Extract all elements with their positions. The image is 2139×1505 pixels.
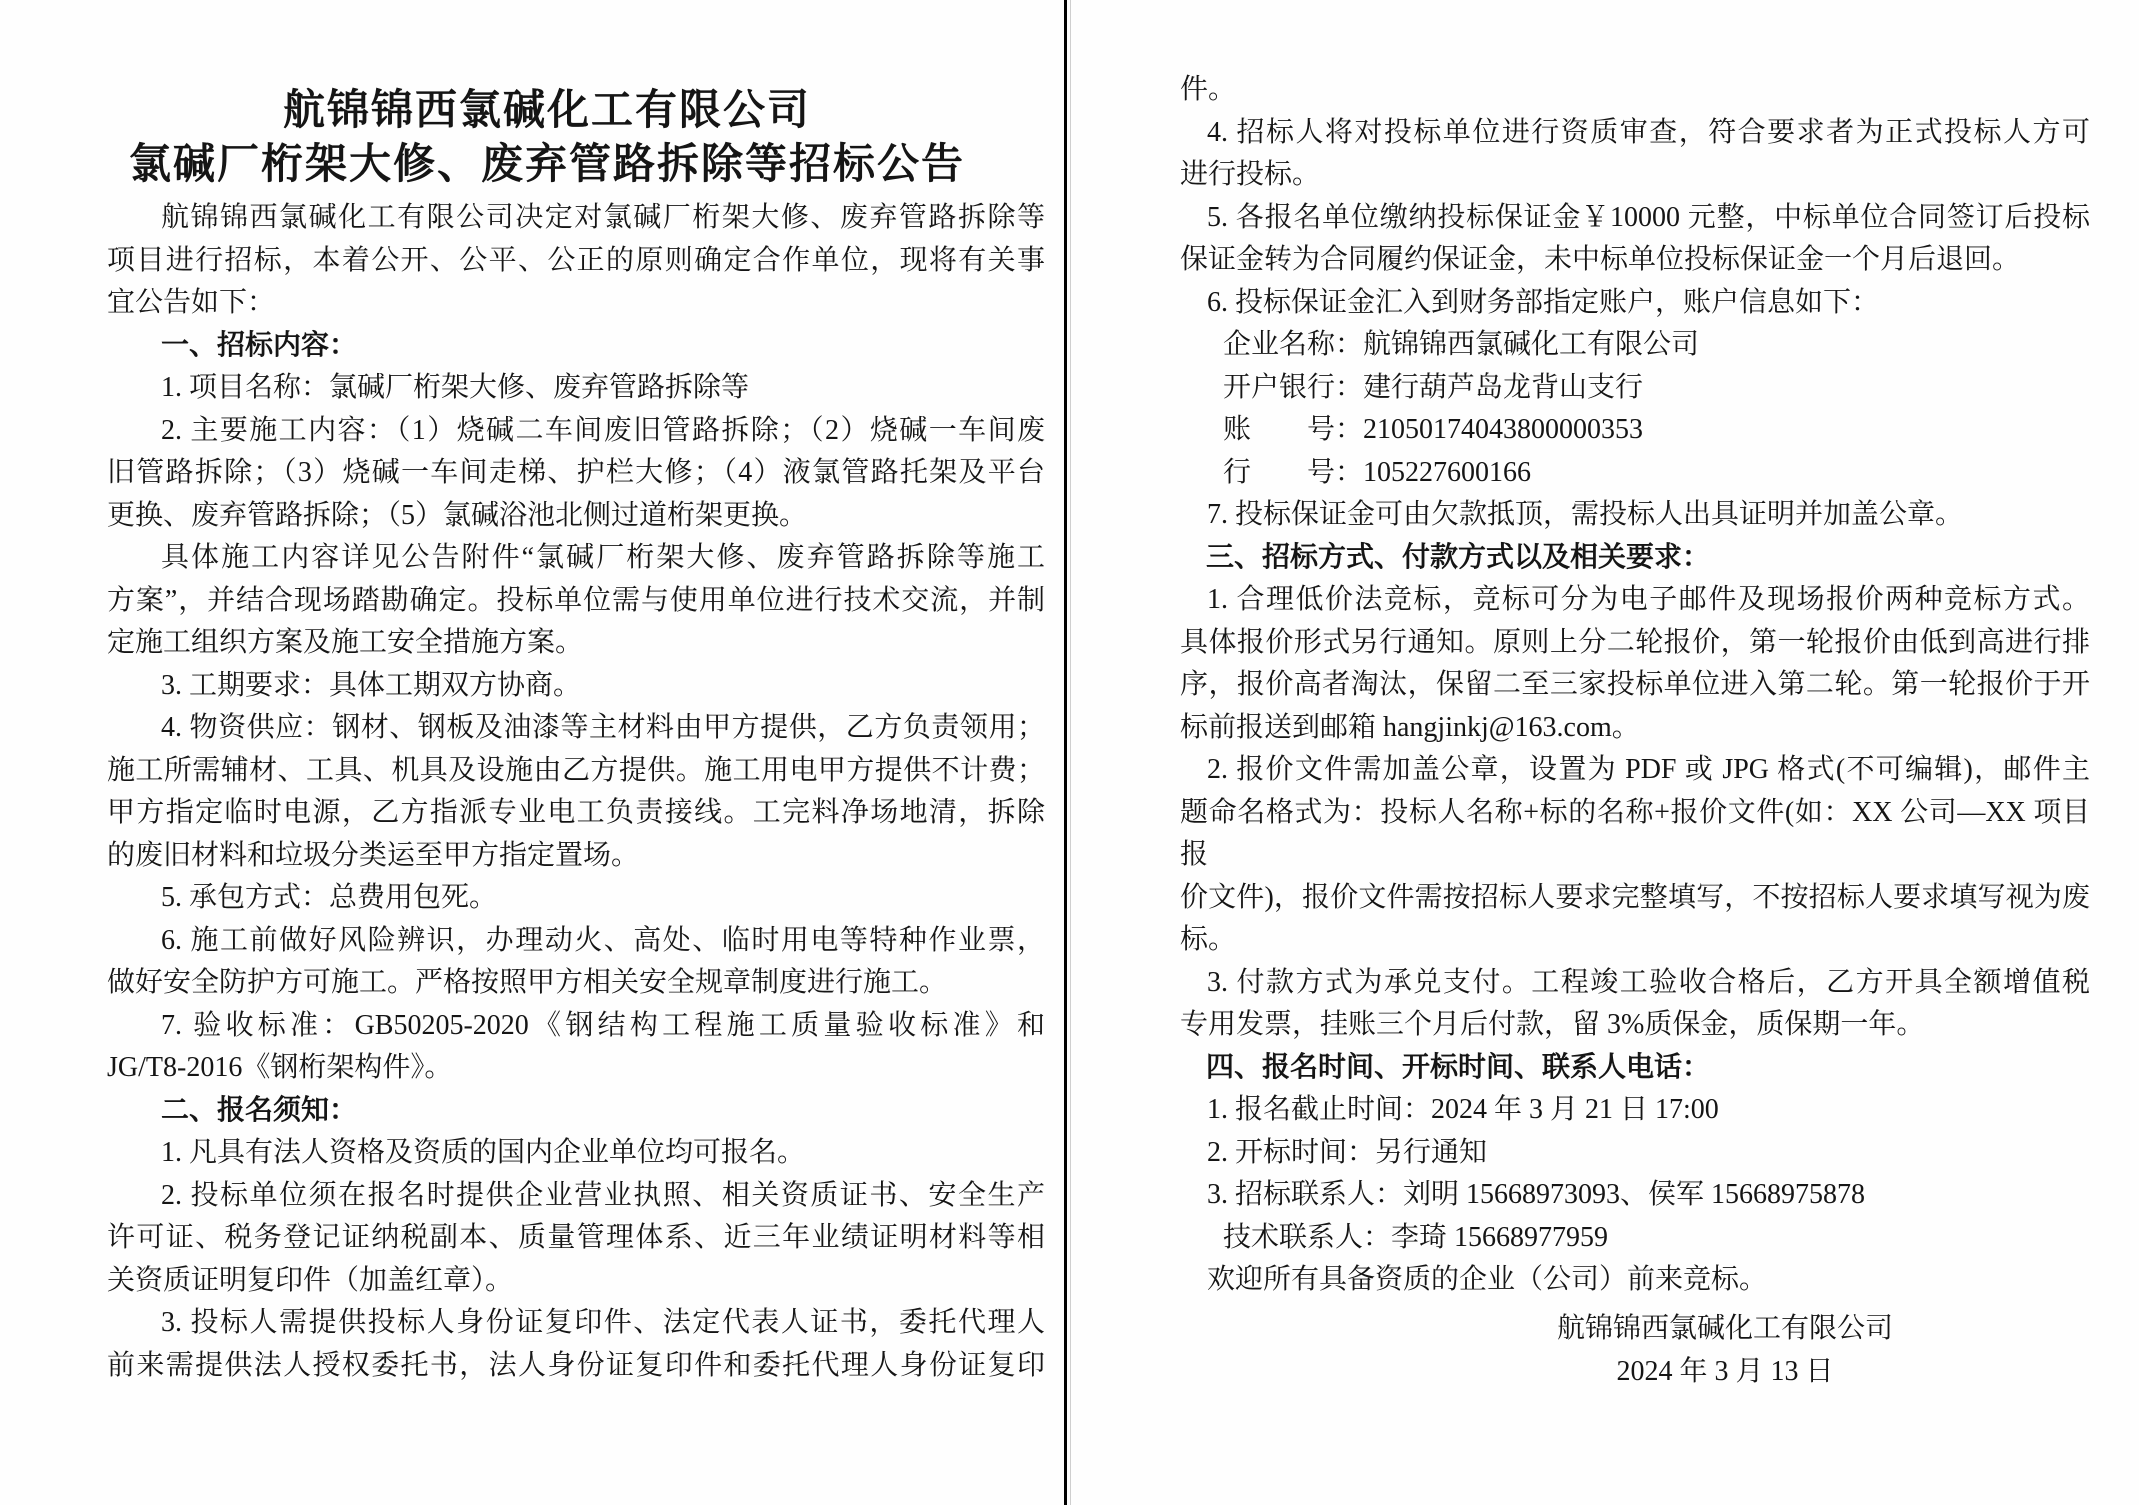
text-line: 4. 物资供应：钢材、钢板及油漆等主材料由甲方提供，乙方负责领用； — [161, 712, 1045, 743]
text-line: 题命名格式为：投标人名称+标的名称+报价文件(如：XX 公司—XX 项目报 — [1180, 796, 2090, 870]
text-line: 技术联系人：李琦 15668977959 — [1223, 1221, 1609, 1253]
page-left — [107, 84, 1045, 1387]
page-divider-line — [1064, 0, 1067, 1505]
text-line: 标前报送到邮箱 hangjinkj@163.com。 — [1180, 711, 1640, 743]
text-line: 1. 合理低价法竞标，竞标可分为电子邮件及现场报价两种竞标方式。 — [1207, 584, 2090, 615]
document-title-line1: 航锦锦西氯碱化工有限公司 — [282, 88, 811, 134]
text-line: 方案”，并结合现场踏勘确定。投标单位需与使用单位进行技术交流，并制 — [107, 584, 1045, 616]
text-line: 三、招标方式、付款方式以及相关要求： — [1206, 541, 1711, 573]
text-line: 做好安全防护方可施工。严格按照甲方相关安全规章制度进行施工。 — [107, 967, 948, 998]
text-line: 的废旧材料和垃圾分类运至甲方指定置场。 — [107, 839, 640, 871]
text-line: 5. 承包方式：总费用包死。 — [161, 882, 498, 913]
text-line: 项目进行招标，本着公开、公平、公正的原则确定合作单位，现将有关事 — [107, 244, 1045, 276]
text-line: 价文件)，报价文件需按招标人要求完整填写，不按招标人要求填写视为废 — [1180, 881, 2090, 913]
text-line: 甲方指定临时电源，乙方指派专业电工负责接线。工完料净场地清，拆除 — [107, 797, 1045, 828]
text-line: 2. 报价文件需加盖公章，设置为 PDF 或 JPG 格式(不可编辑)，邮件主 — [1207, 754, 2090, 785]
text-line: 具体报价形式另行通知。原则上分二轮报价，第一轮报价由低到高进行排 — [1180, 626, 2090, 658]
text-line: 具体施工内容详见公告附件“氯碱厂桁架大修、废弃管路拆除等施工 — [161, 542, 1045, 573]
text-line: 二、报名须知： — [161, 1094, 358, 1126]
page-divider-shadow — [1070, 0, 1071, 1505]
text-line: 2. 主要施工内容：（1）烧碱二车间废旧管路拆除；（2）烧碱一车间废 — [161, 414, 1045, 446]
page-right — [1180, 69, 2090, 1302]
document-title-line2: 氯碱厂桁架大修、废弃管路拆除等招标公告 — [128, 142, 965, 188]
text-line: 一、招标内容： — [161, 329, 358, 361]
text-line: 定施工组织方案及施工安全措施方案。 — [107, 627, 584, 658]
signature-company: 航锦锦西氯碱化工有限公司 — [1556, 1313, 1893, 1344]
text-line: 3. 工期要求：具体工期双方协商。 — [161, 669, 582, 701]
text-line: 1. 报名截止时间：2024 年 3 月 21 日 17:00 — [1207, 1094, 1719, 1125]
text-line: 关资质证明复印件（加盖红章）。 — [107, 1264, 514, 1296]
text-line: 前来需提供法人授权委托书，法人身份证复印件和委托代理人身份证复印 — [107, 1349, 1045, 1381]
text-line: 欢迎所有具备资质的企业（公司）前来竞标。 — [1207, 1264, 1768, 1295]
text-line: 6. 投标保证金汇入到财务部指定账户，账户信息如下： — [1207, 286, 1880, 318]
text-line: 1. 凡具有法人资格及资质的国内企业单位均可报名。 — [161, 1137, 806, 1168]
text-line: 专用发票，挂账三个月后付款，留 3%质保金，质保期一年。 — [1180, 1009, 1925, 1040]
text-line: 保证金转为合同履约保证金，未中标单位投标保证金一个月后退回。 — [1180, 244, 2021, 275]
text-line: 件。 — [1180, 74, 1237, 105]
signature-block — [1390, 1308, 2060, 1393]
text-line: 7. 投标保证金可由欠款抵顶，需投标人出具证明并加盖公章。 — [1207, 499, 1964, 530]
text-line: 进行投标。 — [1180, 159, 1321, 190]
text-line: 许可证、税务登记证纳税副本、质量管理体系、近三年业绩证明材料等相 — [107, 1222, 1045, 1253]
text-line: 企业名称：航锦锦西氯碱化工有限公司 — [1223, 329, 1700, 360]
text-line: 标。 — [1180, 924, 1237, 955]
signature-date: 2024 年 3 月 13 日 — [1616, 1355, 1834, 1387]
text-line: 1. 项目名称：氯碱厂桁架大修、废弃管路拆除等 — [161, 372, 750, 403]
text-line: 3. 付款方式为承兑支付。工程竣工验收合格后，乙方开具全额增值税 — [1207, 966, 2090, 998]
text-line: 7. 验收标准：GB50205-2020《钢结构工程施工质量验收标准》和 — [161, 1009, 1045, 1041]
text-line: 更换、废弃管路拆除；（5）氯碱浴池北侧过道桁架更换。 — [107, 499, 808, 531]
text-line: 序，报价高者淘汰，保留二至三家投标单位进入第二轮。第一轮报价于开 — [1180, 669, 2090, 700]
text-line: 6. 施工前做好风险辨识，办理动火、高处、临时用电等特种作业票， — [161, 924, 1045, 956]
text-line: 3. 投标人需提供投标人身份证复印件、法定代表人证书，委托代理人 — [161, 1307, 1045, 1338]
text-line: 2. 投标单位须在报名时提供企业营业执照、相关资质证书、安全生产 — [161, 1179, 1045, 1211]
text-line: 3. 招标联系人：刘明 15668973093、侯军 15668975878 — [1207, 1179, 1866, 1210]
text-line: 航锦锦西氯碱化工有限公司决定对氯碱厂桁架大修、废弃管路拆除等 — [161, 202, 1045, 233]
text-line: 行 号：105227600166 — [1223, 456, 1532, 488]
text-line: 5. 各报名单位缴纳投标保证金￥10000 元整，中标单位合同签订后投标 — [1207, 201, 2090, 233]
text-line: 账 号：21050174043800000353 — [1223, 414, 1644, 445]
text-line: 2. 开标时间：另行通知 — [1207, 1136, 1488, 1168]
text-line: 4. 招标人将对投标单位进行资质审查，符合要求者为正式投标人方可 — [1207, 116, 2090, 148]
text-line: 四、报名时间、开标时间、联系人电话： — [1206, 1051, 1711, 1083]
text-line: JG/T8-2016《钢桁架构件》。 — [107, 1052, 453, 1083]
text-line: 开户银行：建行葫芦岛龙背山支行 — [1223, 371, 1644, 403]
text-line: 旧管路拆除；（3）烧碱一车间走梯、护栏大修；（4）液氯管路托架及平台 — [107, 457, 1045, 488]
text-line: 宜公告如下： — [107, 287, 276, 318]
left-page-body — [107, 197, 1045, 1387]
text-line: 施工所需辅材、工具、机具及设施由乙方提供。施工用电甲方提供不计费； — [107, 754, 1045, 786]
right-page-body — [1180, 69, 2090, 1302]
